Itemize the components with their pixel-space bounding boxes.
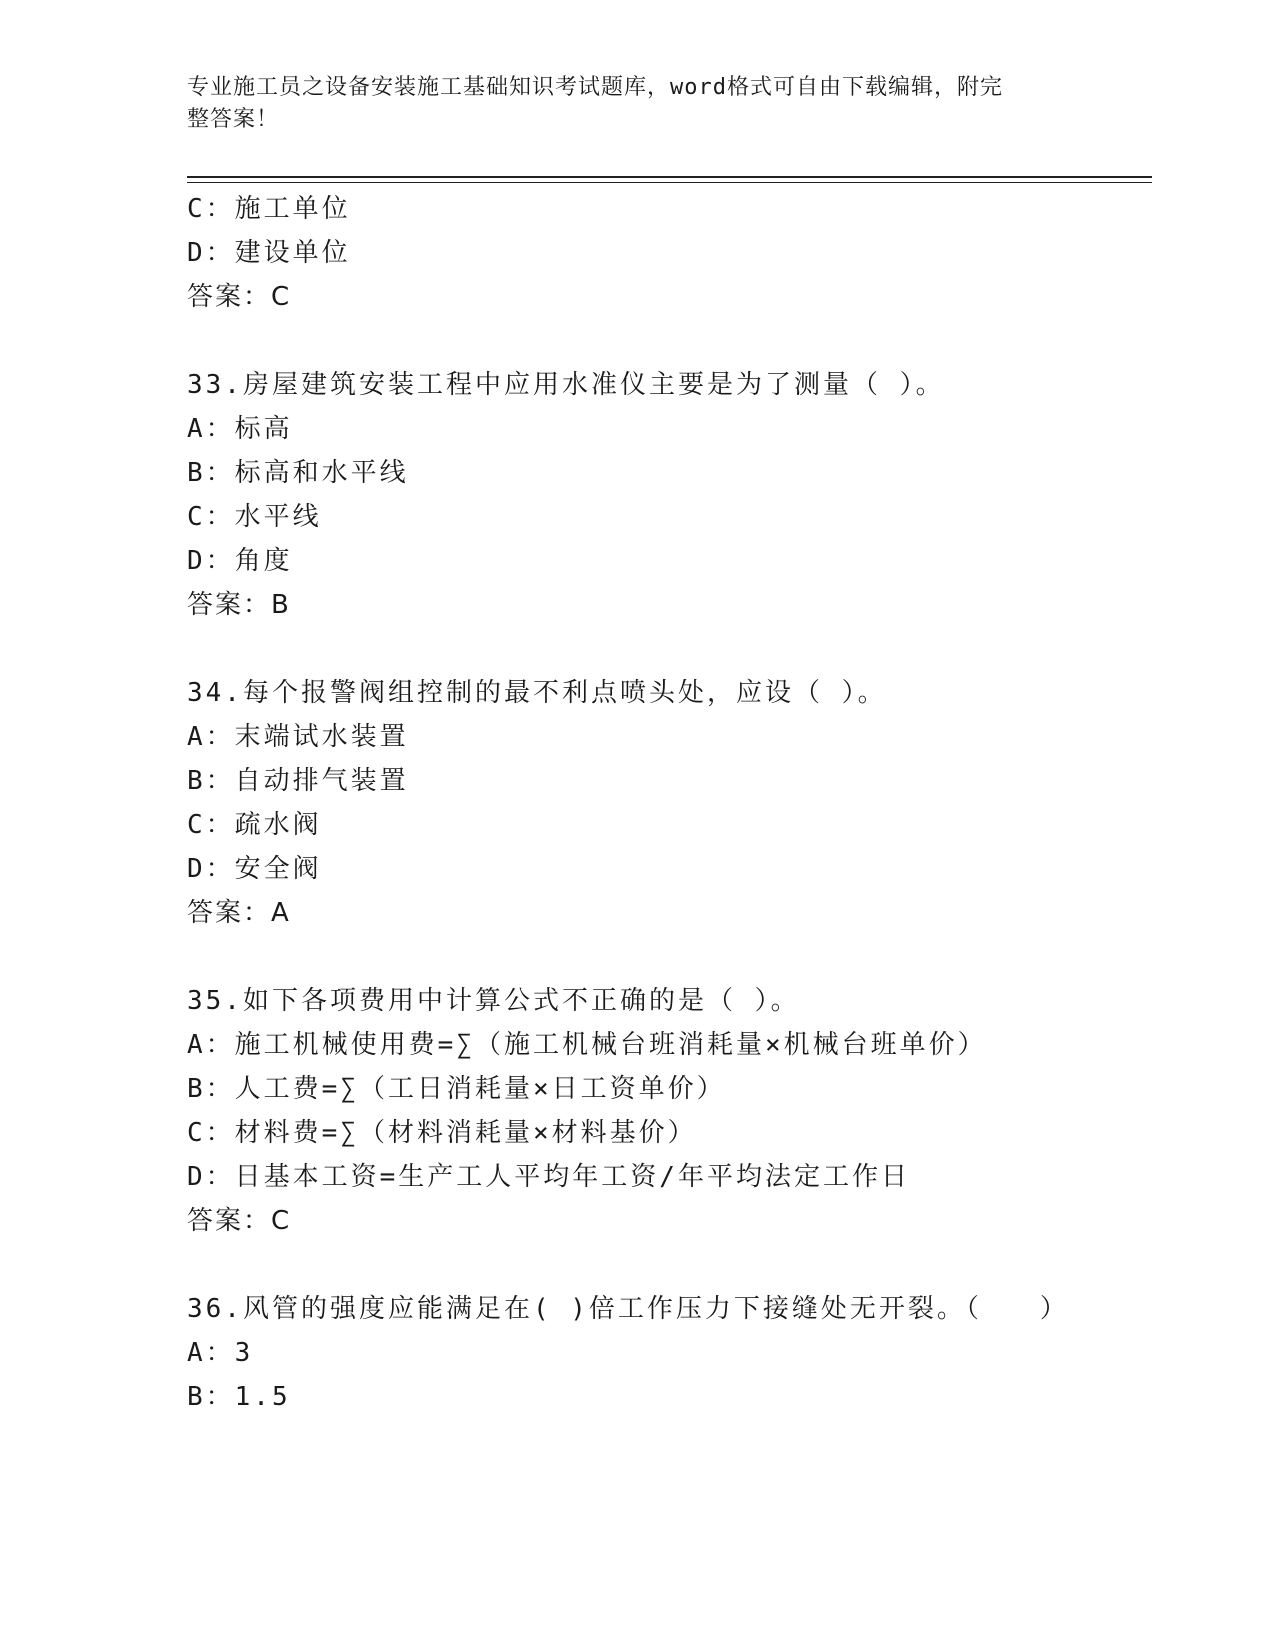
option-c: C：施工单位 xyxy=(187,194,351,224)
option-b: B：自动排气装置 xyxy=(187,766,409,796)
option-c: C：疏水阀 xyxy=(187,810,322,840)
question-stem: 33.房屋建筑安装工程中应用水准仪主要是为了测量（ ）。 xyxy=(187,370,945,400)
option-b: B：人工费=∑（工日消耗量×日工资单价） xyxy=(187,1074,726,1104)
option-a: A：施工机械使用费=∑（施工机械台班消耗量×机械台班单价） xyxy=(187,1030,987,1060)
option-a: A：末端试水装置 xyxy=(187,722,409,752)
header-text-line-1: 专业施工员之设备安装施工基础知识考试题库，word格式可自由下载编辑，附完 xyxy=(187,75,1003,100)
header-text-line-2: 整答案！ xyxy=(187,107,280,132)
option-b: B：标高和水平线 xyxy=(187,458,409,488)
question-stem: 34.每个报警阀组控制的最不利点喷头处，应设（ ）。 xyxy=(187,678,887,708)
question-stem: 36.风管的强度应能满足在( )倍工作压力下接缝处无开裂。（ ） xyxy=(187,1294,1069,1324)
option-b: B：1.5 xyxy=(187,1382,291,1412)
option-d: D：角度 xyxy=(187,546,293,576)
option-d: D：安全阀 xyxy=(187,854,322,884)
answer: 答案：A xyxy=(187,898,291,928)
answer: 答案：B xyxy=(187,590,291,620)
option-d: D：建设单位 xyxy=(187,238,351,268)
option-a: A：3 xyxy=(187,1338,254,1368)
question-stem: 35.如下各项费用中计算公式不正确的是（ ）。 xyxy=(187,986,800,1016)
document-header xyxy=(187,72,1067,136)
header-divider-thick xyxy=(187,176,1152,178)
option-c: C：材料费=∑（材料消耗量×材料基价） xyxy=(187,1118,697,1148)
option-d: D：日基本工资=生产工人平均年工资/年平均法定工作日 xyxy=(187,1162,910,1192)
answer: 答案：C xyxy=(187,1206,292,1236)
option-a: A：标高 xyxy=(187,414,293,444)
header-divider-thin xyxy=(187,182,1152,183)
option-c: C：水平线 xyxy=(187,502,322,532)
answer: 答案：C xyxy=(187,282,292,312)
